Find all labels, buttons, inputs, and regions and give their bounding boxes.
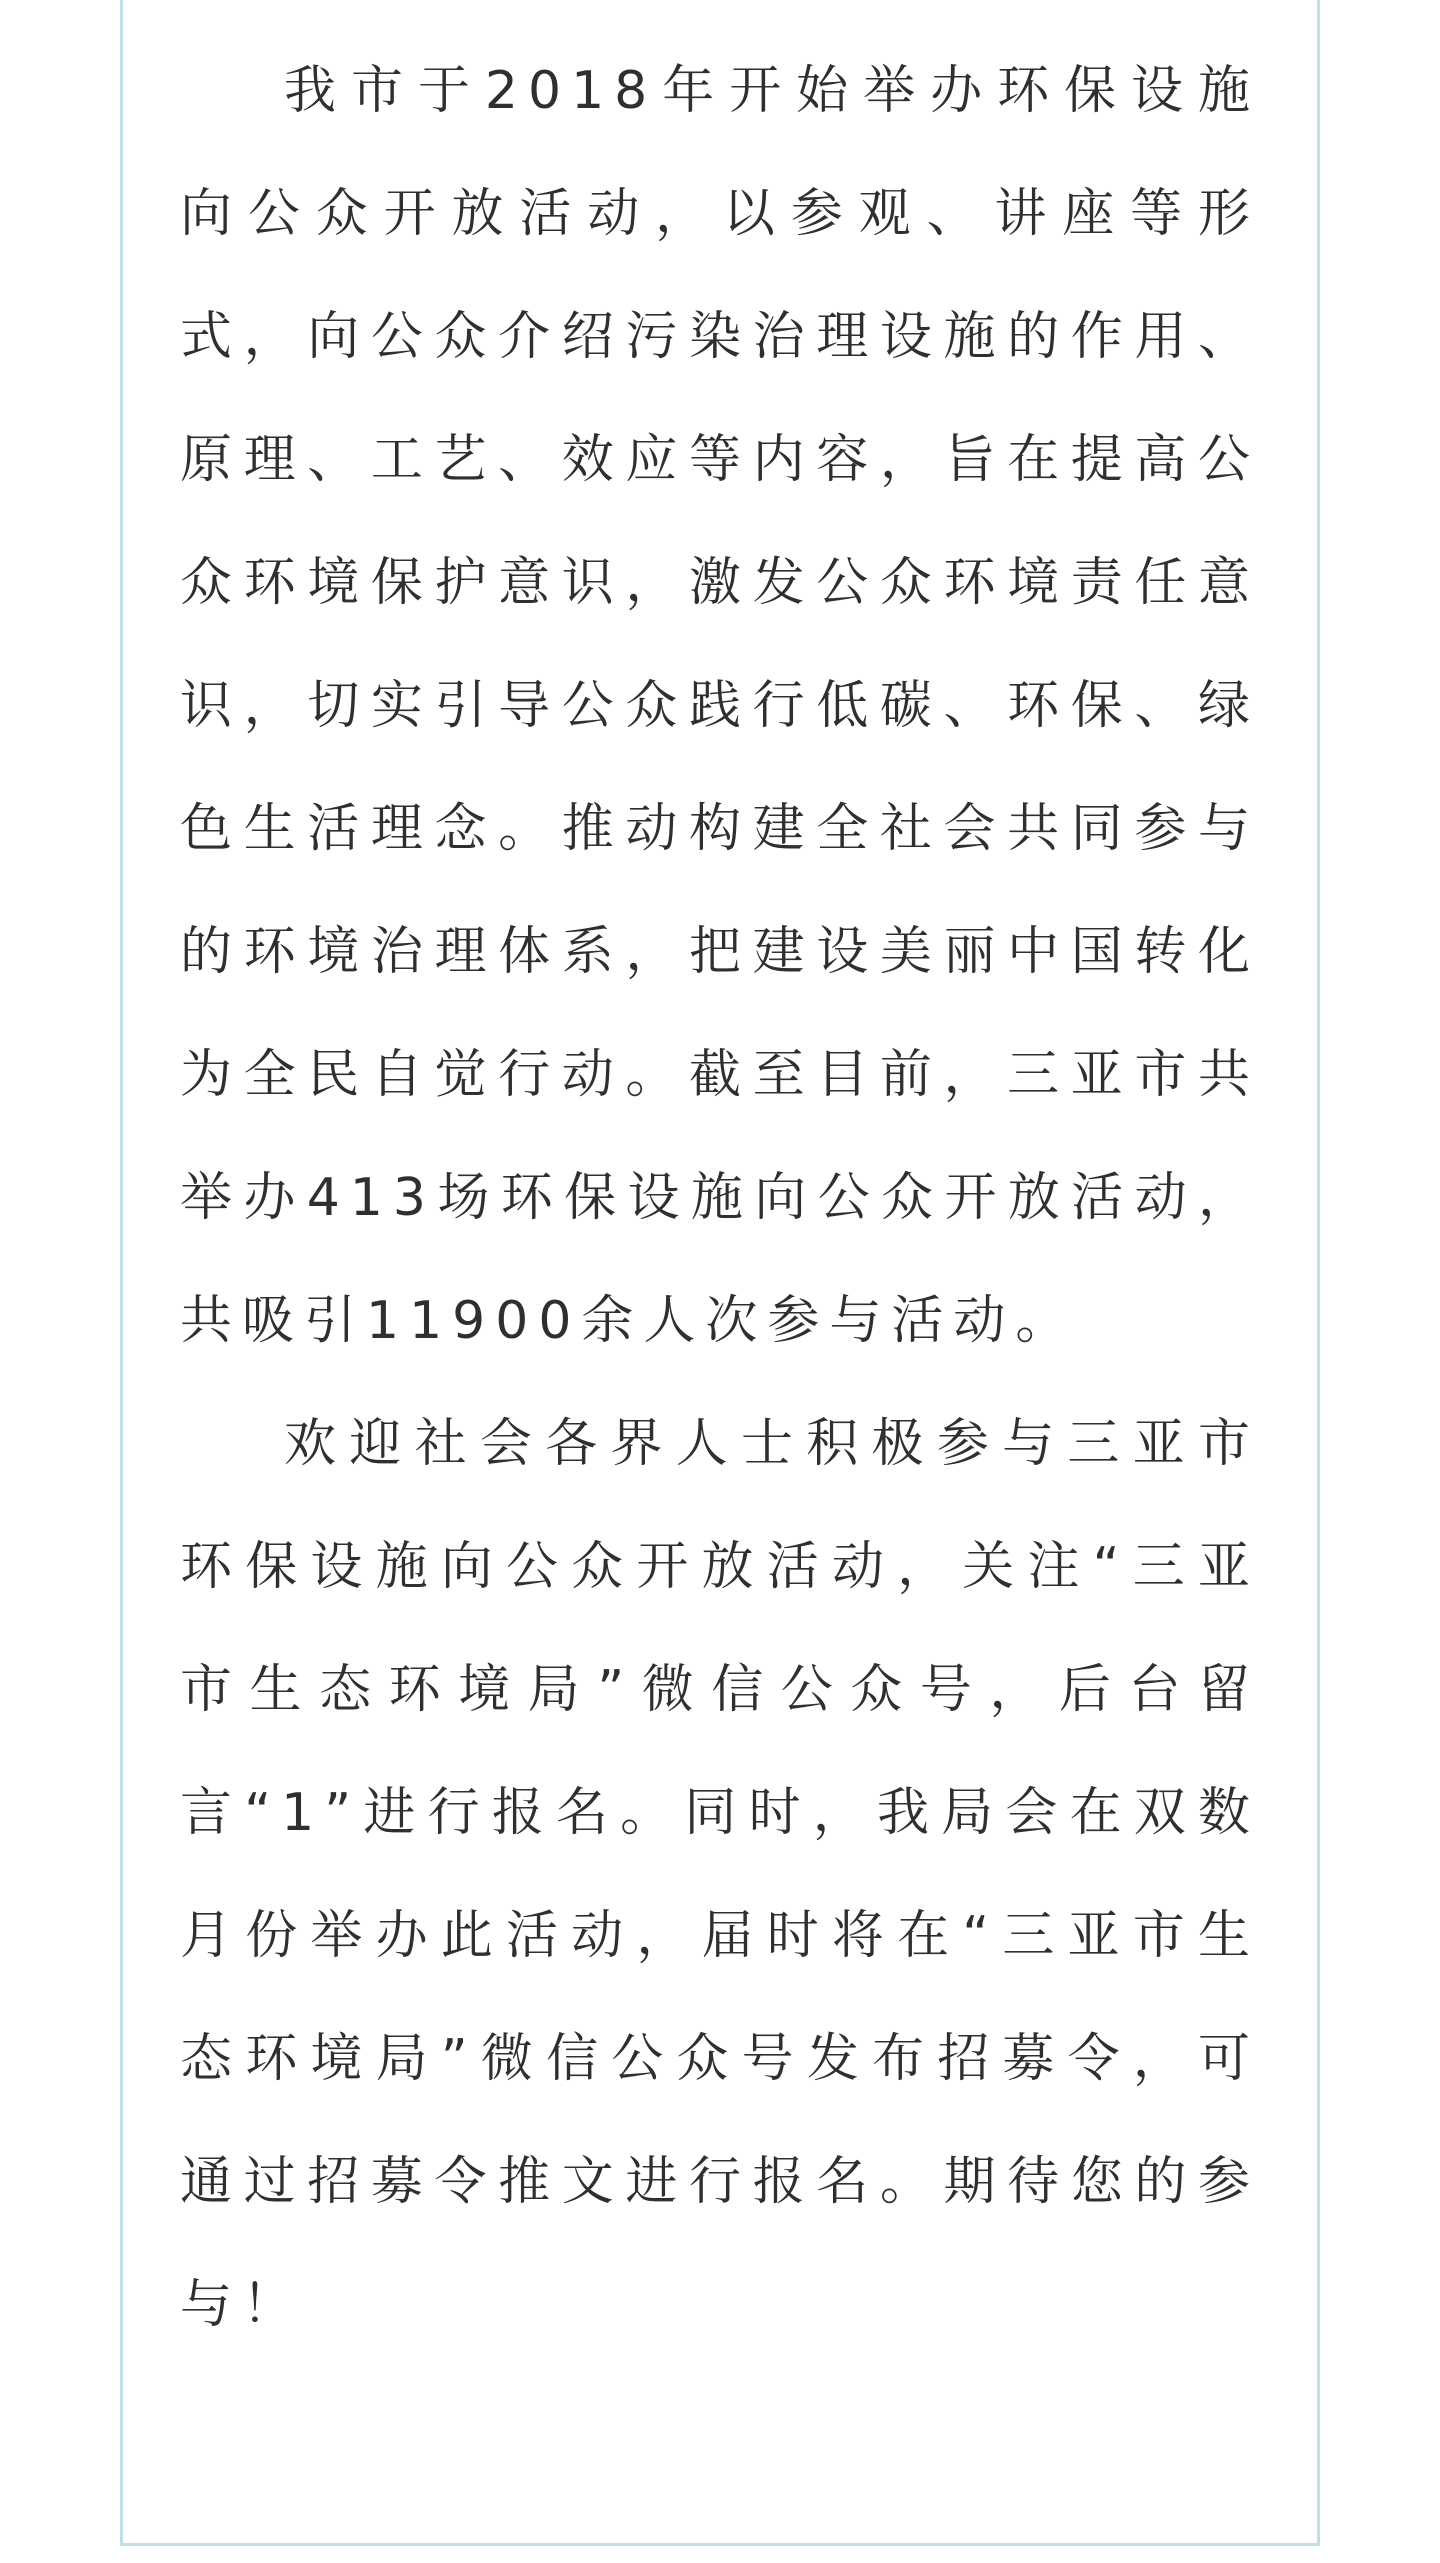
paragraph-activity-intro: 我市于2018年开始举办环保设施向公众开放活动，以参观、讲座等形式，向公众介绍污染治理设施的作用、原理、工艺、效应等内容，旨在提高公众环境保护意识，激发公众环境责任意识，切实引导公众践行低碳、环保、绿色生活理念。推动构建全社会共同参与的环境治理体系，把建设美丽中国转化为全民自觉行动。截至目前，三亚市共举办413场环保设施向公众开放活动，共吸引11900余人次参与活动。 [180,61,1260,1351]
article-body [180,30,1260,2367]
paragraph-invitation: 欢迎社会各界人士积极参与三亚市环保设施向公众开放活动，关注“三亚市生态环境局”微信公众号，后台留言“1”进行报名。同时，我局会在双数月份举办此活动，届时将在“三亚市生态环境局”微信公众号发布招募令，可通过招募令推文进行报名。期待您的参与！ [180,1414,1260,2335]
